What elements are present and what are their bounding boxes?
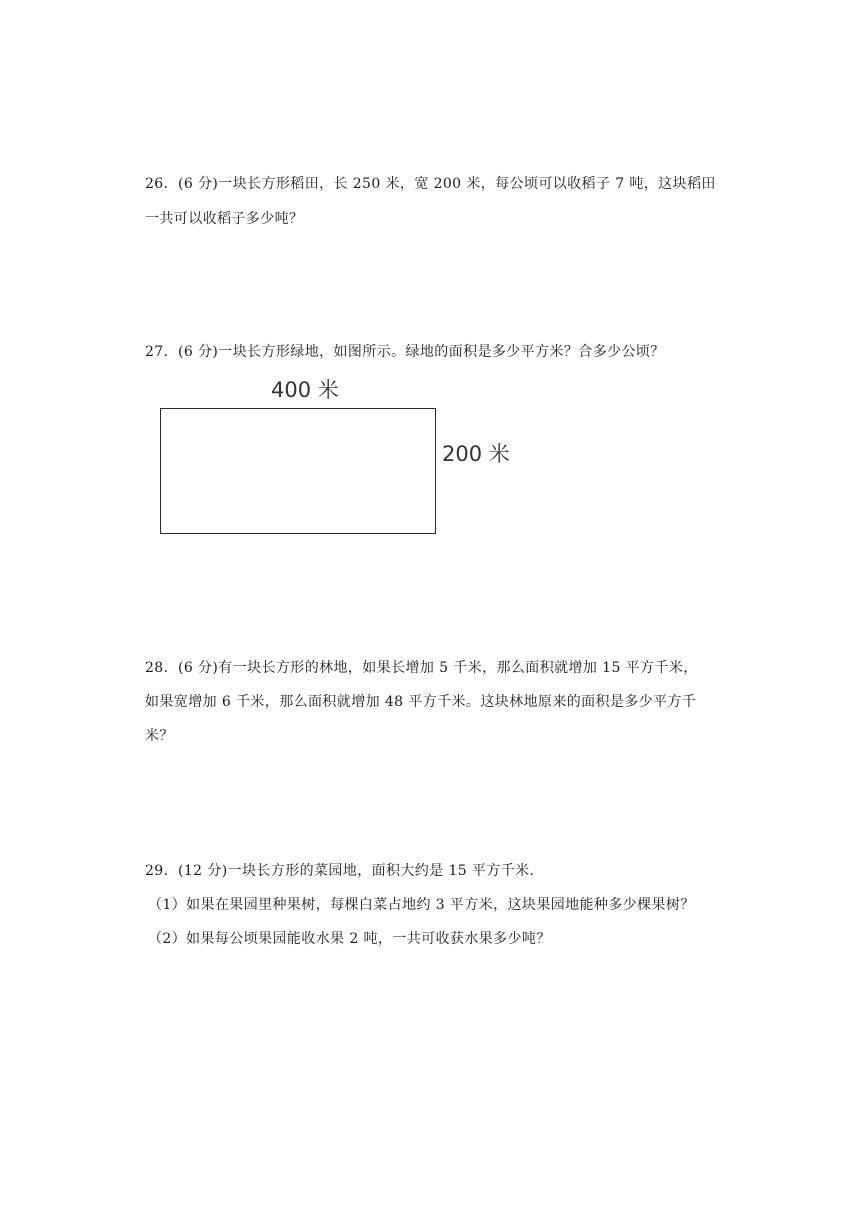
question-28-line-1: 28．(6 分)有一块长方形的林地，如果长增加 5 千米，那么面积就增加 15 平方千米，: [145, 660, 698, 676]
question-27-line-1: 27．(6 分)一块长方形绿地，如图所示。绿地的面积是多少平方米？合多少公顷？: [145, 344, 665, 360]
question-29-sub-1: （1）如果在果园里种果树，每棵白菜占地约 3 平方米，这块果园地能种多少棵果树？: [148, 897, 695, 913]
figure-width-label: 200 米: [442, 442, 510, 466]
question-29-sub-2: （2）如果每公顷果园能收水果 2 吨，一共可收获水果多少吨？: [148, 931, 551, 947]
question-28-line-3: 米？: [145, 728, 174, 744]
question-29-line-1: 29．(12 分)一块长方形的菜园地，面积大约是 15 平方千米．: [145, 863, 544, 879]
question-26-line-2: 一共可以收稻子多少吨？: [145, 211, 304, 227]
rectangle-figure: [160, 372, 520, 542]
figure-length-label: 400 米: [271, 378, 339, 402]
green-land-rectangle: [160, 408, 436, 534]
question-26-line-1: 26．(6 分)一块长方形稻田，长 250 米，宽 200 米，每公顷可以收稻子 7 吨，这块稻田: [145, 176, 716, 192]
question-28-line-2: 如果宽增加 6 千米，那么面积就增加 48 平方千米。这块林地原来的面积是多少平方千: [145, 694, 697, 710]
